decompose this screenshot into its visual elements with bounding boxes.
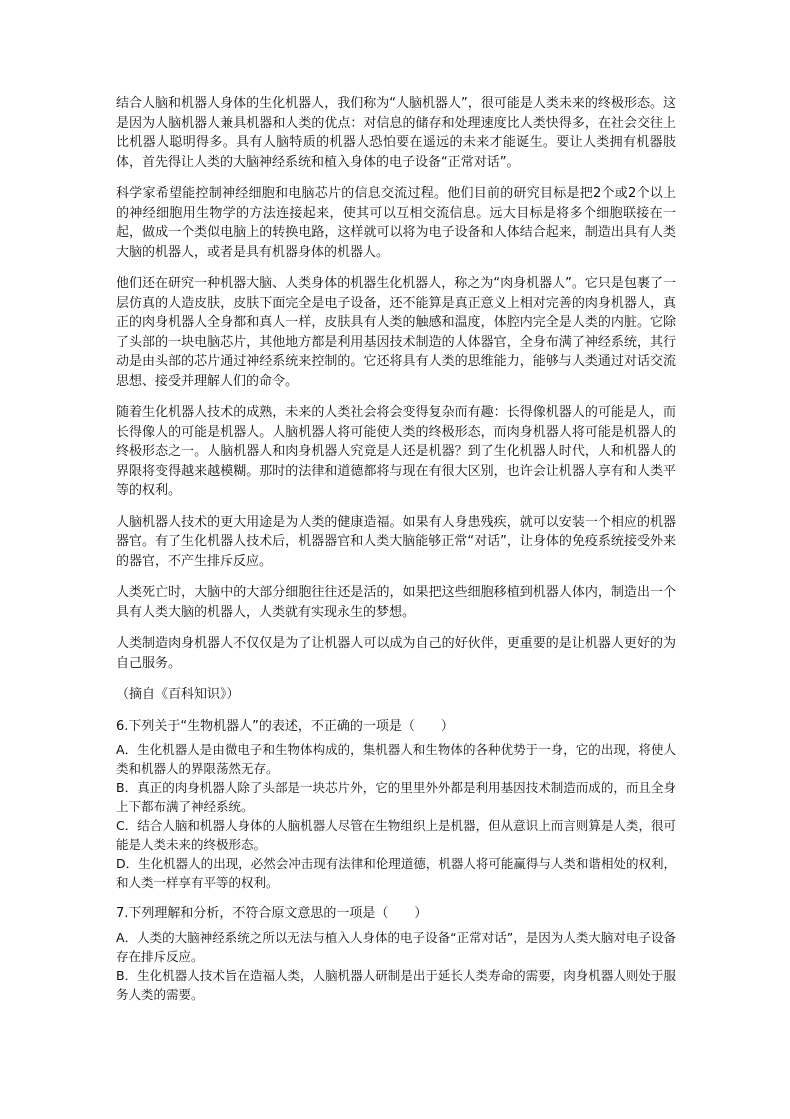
passage-paragraph-2: 科学家希望能控制神经细胞和电脑芯片的信息交流过程。他们目前的研究目标是把2个或2个以上的神经细胞用生物学的方法连接起来，使其可以互相交流信息。远大目标是将多个细胞联接在一起，做成一个类似电脑上的转换电路，这样就可以将为电子设备和人体结合起来，制造出具有人类大脑的机器人，或者是具有机器身体的机器人。	[116, 186, 676, 260]
question-6-option-d: D．生化机器人的出现，必然会冲击现有法律和伦理道德，机器人将可能赢得与人类和谐相处的权利，和人类一样享有平等的权利。	[116, 856, 676, 890]
passage-paragraph-5: 人脑机器人技术的更大用途是为人类的健康造福。如果有人身患残疾，就可以安装一个相应的机器器官。有了生化机器人技术后，机器器官和人类大脑能够正常“对话”，让身体的免疫系统接受外来的器官，不产生排斥反应。	[116, 514, 676, 569]
passage-paragraph-7: 人类制造肉身机器人不仅仅是为了让机器人可以成为自己的好伙伴，更重要的是让机器人更好的为自己服务。	[116, 636, 676, 671]
question-6-option-b: B．真正的肉身机器人除了头部是一块芯片外，它的里里外外都是利用基因技术制造而成的，而且全身上下都布满了神经系统。	[116, 780, 676, 814]
question-6-option-c: C．结合人脑和机器人身体的人脑机器人尽管在生物组织上是机器，但从意识上而言则算是人类，很可能是人类未来的终极形态。	[116, 818, 676, 852]
passage-paragraph-6: 人类死亡时，大脑中的大部分细胞往往还是活的，如果把这些细胞移植到机器人体内，制造出一个具有人类大脑的机器人，人类就有实现永生的梦想。	[116, 585, 676, 620]
passage-paragraph-4: 随着生化机器人技术的成熟，未来的人类社会将会变得复杂而有趣：长得像机器人的可能是人，而长得像人的可能是机器人。人脑机器人将可能使人类的终极形态，而肉身机器人将可能是机器人的终极形态之一。人脑机器人和肉身机器人究竟是人还是机器？到了生化机器人时代，人和机器人的界限将变得越来越模糊。那时的法律和道德都将与现在有很大区别，也许会让机器人享有和人类平等的权利。	[116, 405, 676, 498]
passage-paragraph-3: 他们还在研究一种机器大脑、人类身体的机器生化机器人，称之为“肉身机器人”。它只是包裹了一层仿真的人造皮肤，皮肤下面完全是电子设备，还不能算是真正意义上相对完善的肉身机器人，真正的肉身机器人全身都和真人一样，皮肤具有人类的触感和温度，体腔内完全是人类的内脏。它除了头部的一块电脑芯片，其他地方都是利用基因技术制造的人体器官，全身布满了神经系统，其行动是由头部的芯片通过神经系统来控制的。它还将具有人类的思维能力，能够与人类通过对话交流思想、接受并理解人们的命令。	[116, 276, 676, 389]
question-7-option-a: A．人类的大脑神经系统之所以无法与植入人身体的电子设备“正常对话”，是因为人类大脑对电子设备存在排斥反应。	[116, 929, 676, 964]
question-7-options	[116, 928, 676, 1004]
question-7-option-b: B．生化机器人技术旨在造福人类，人脑机器人研制是出于延长人类寿命的需要，肉身机器人则处于服务人类的需要。	[116, 967, 676, 1002]
document-page	[116, 94, 676, 1016]
passage-paragraph-1: 结合人脑和机器人身体的生化机器人，我们称为“人脑机器人”，很可能是人类未来的终极形态。这是因为人脑机器人兼具机器和人类的优点：对信息的储存和处理速度比人类快得多，在社会交往上比机器人聪明得多。具有人脑特质的机器人恐怕要在遥远的未来才能诞生。要让人类拥有机器肢体，首先得让人类的大脑神经系统和植入身体的电子设备“正常对话”。	[116, 96, 676, 170]
question-6-options	[116, 740, 676, 892]
source-citation: （摘自《百科知识》）	[116, 687, 240, 702]
question-7-stem: 7.下列理解和分析，不符合原文意思的一项是（ ）	[116, 906, 428, 921]
question-6-option-a: A．生化机器人是由微电子和生物体构成的，集机器人和生物体的各种优势于一身，它的出现，将使人类和机器人的界限荡然无存。	[116, 742, 676, 776]
question-6-stem: 6.下列关于“生物机器人”的表述，不正确的一项是（ ）	[116, 718, 454, 734]
